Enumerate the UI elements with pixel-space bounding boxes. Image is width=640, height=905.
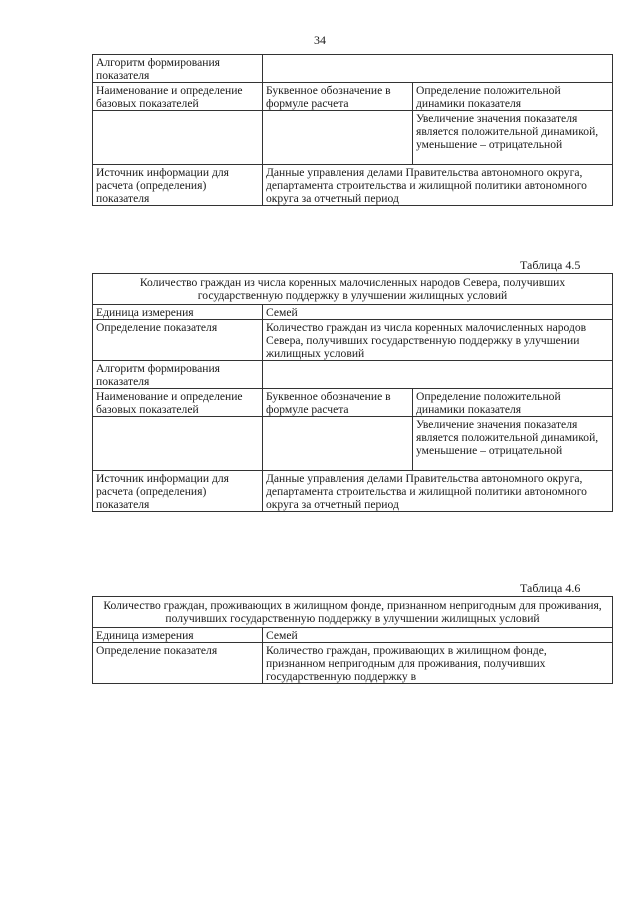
unit-row [93, 305, 613, 320]
table-4-5-number: Таблица 4.5 [520, 258, 581, 272]
table-4-6 [92, 596, 613, 684]
source-label: Источник информации для расчета (определения) показателя [93, 165, 263, 206]
letter-label: Буквенное обозначение в формуле расчета [263, 83, 413, 111]
title-row [93, 274, 613, 305]
source-text: Данные управления делами Правительства автономного округа, департамента строительства и жилищной политики автономного округа за отчетный период [263, 471, 613, 512]
algorithm-row [93, 55, 613, 83]
unit-label: Единица измерения [93, 305, 263, 320]
base-label: Наименование и определение базовых показателей [93, 83, 263, 111]
unit-value: Семей [263, 628, 613, 643]
base-value [93, 111, 263, 165]
base-row [93, 389, 613, 417]
unit-label: Единица измерения [93, 628, 263, 643]
letter-value [263, 111, 413, 165]
definition-row [93, 320, 613, 361]
page-number: 34 [314, 33, 326, 47]
definition-text: Количество граждан из числа коренных малочисленных народов Севера, получивших государственную поддержку в улучшении жилищных условий [263, 320, 613, 361]
source-text: Данные управления делами Правительства автономного округа, департамента строительства и жилищной политики автономного округа за отчетный период [263, 165, 613, 206]
algorithm-row [93, 361, 613, 389]
letter-value [263, 417, 413, 471]
table-title: Количество граждан, проживающих в жилищном фонде, признанном непригодным для проживания, получивших государственную поддержку в улучшении жилищных условий [93, 597, 613, 628]
unit-value: Семей [263, 305, 613, 320]
table-4-5 [92, 273, 613, 512]
definition-label: Определение показателя [93, 320, 263, 361]
table-4-6-number: Таблица 4.6 [520, 581, 581, 595]
positive-label: Определение положительной динамики показателя [413, 389, 613, 417]
positive-label: Определение положительной динамики показателя [413, 83, 613, 111]
dynamics-row [93, 111, 613, 165]
table-continuation [92, 54, 613, 206]
source-label: Источник информации для расчета (определения) показателя [93, 471, 263, 512]
algorithm-label: Алгоритм формирования показателя [93, 361, 263, 389]
base-row [93, 83, 613, 111]
definition-text: Количество граждан, проживающих в жилищном фонде, признанном непригодным для проживания, получивших государственную поддержку в [263, 643, 613, 684]
algorithm-value [263, 55, 613, 83]
definition-row [93, 643, 613, 684]
dynamics-text: Увеличение значения показателя является положительной динамикой, уменьшение – отрицательной [413, 417, 613, 471]
source-row [93, 471, 613, 512]
algorithm-value [263, 361, 613, 389]
base-value [93, 417, 263, 471]
source-row [93, 165, 613, 206]
unit-row [93, 628, 613, 643]
base-label: Наименование и определение базовых показателей [93, 389, 263, 417]
definition-label: Определение показателя [93, 643, 263, 684]
letter-label: Буквенное обозначение в формуле расчета [263, 389, 413, 417]
dynamics-text: Увеличение значения показателя является положительной динамикой, уменьшение – отрицательной [413, 111, 613, 165]
table-title: Количество граждан из числа коренных малочисленных народов Севера, получивших государственную поддержку в улучшении жилищных условий [93, 274, 613, 305]
title-row [93, 597, 613, 628]
dynamics-row [93, 417, 613, 471]
algorithm-label: Алгоритм формирования показателя [93, 55, 263, 83]
